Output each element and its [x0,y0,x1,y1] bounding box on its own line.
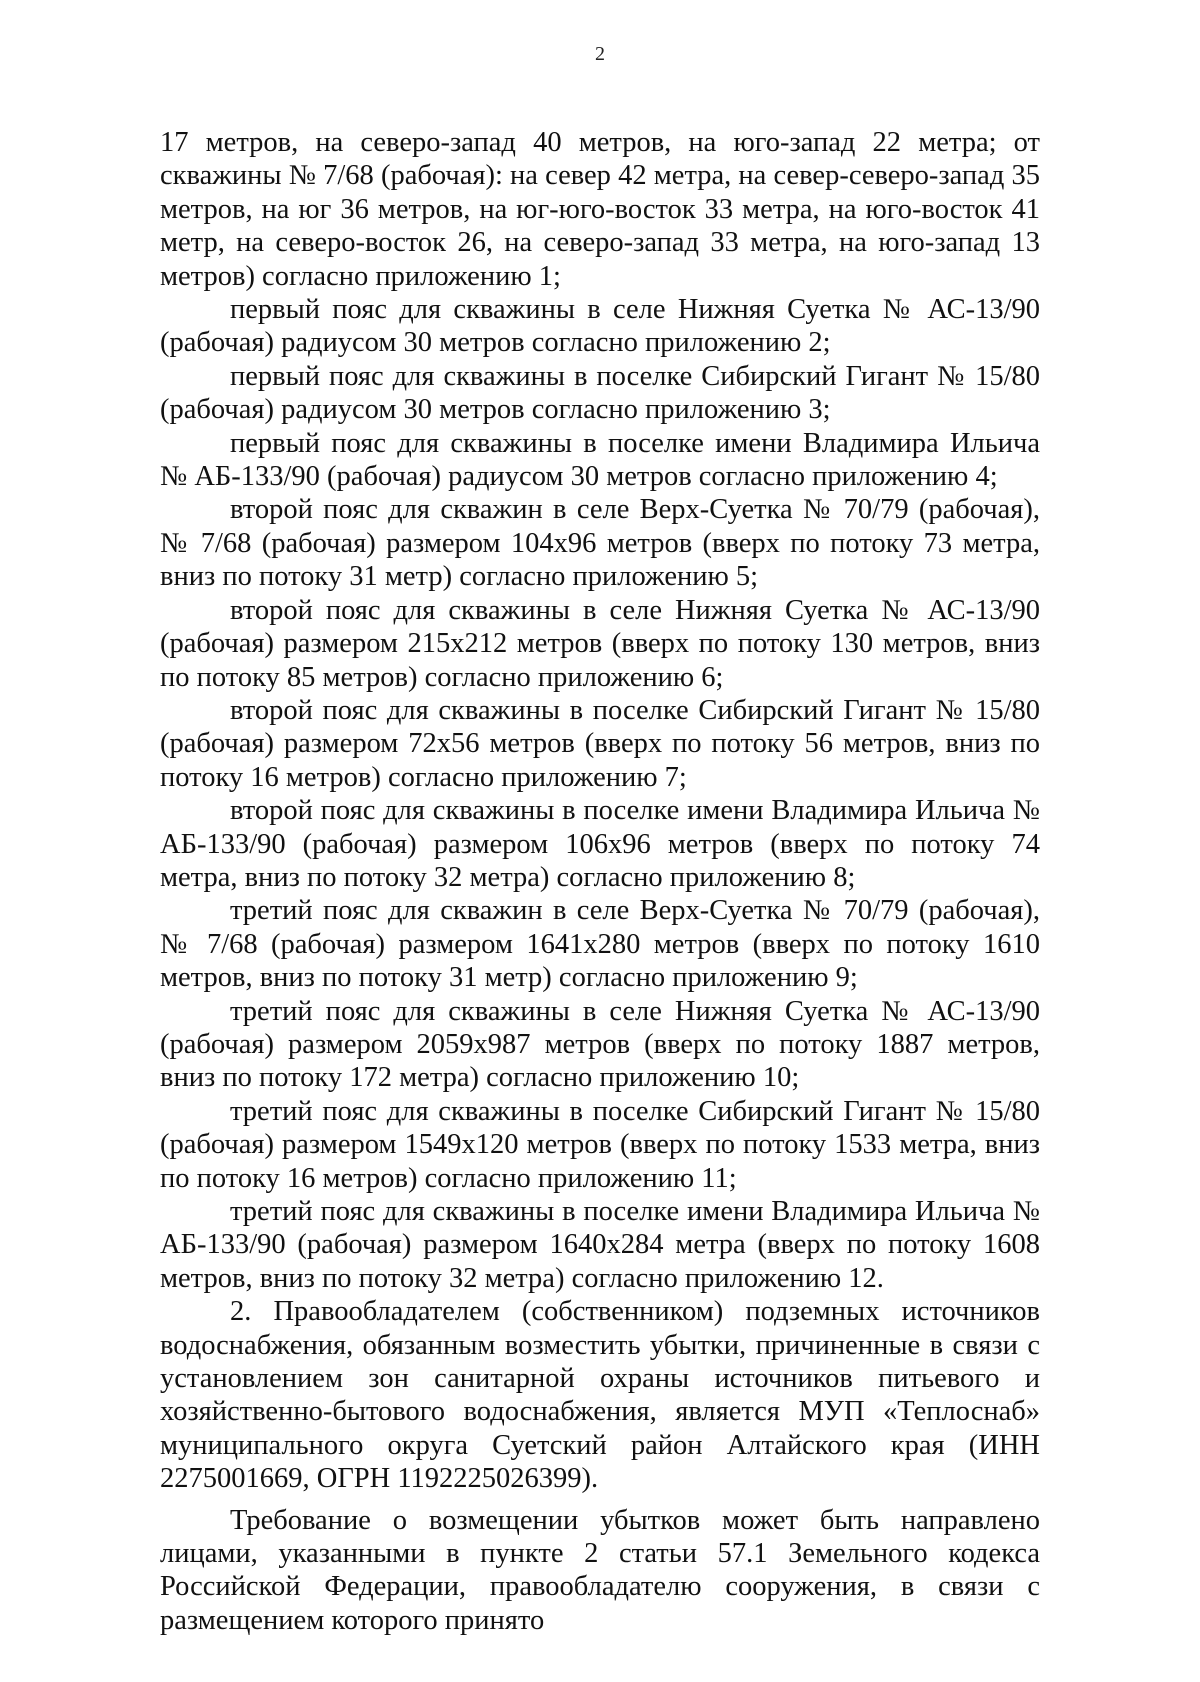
paragraph-zone1-sibirsky-gigant: первый пояс для скважины в поселке Сибирский Гигант № 15/80 (рабочая) радиусом 30 метров согласно приложению 3; [160,360,1040,426]
paragraph-zone1-nizhnyaya-suetka: первый пояс для скважины в селе Нижняя Суетка № АС-13/90 (рабочая) радиусом 30 метров согласно приложению 2; [160,294,1040,359]
paragraph-zone3-nizhnyaya-suetka: третий пояс для скважины в селе Нижняя Суетка № АС-13/90 (рабочая) размером 2059х987 метров (вверх по потоку 1887 метров, вниз по потоку 172 метра) согласно приложению 10; [160,995,1040,1094]
paragraph-zone2-verkh-suetka: второй пояс для скважин в селе Верх-Суетка № 70/79 (рабочая), № 7/68 (рабочая) размером 104х96 метров (вверх по потоку 73 метра, вниз по потоку 31 метр) согласно приложению 5; [160,494,1040,593]
paragraph-zone3-vladimira-ilicha: третий пояс для скважины в поселке имени Владимира Ильича № АБ-133/90 (рабочая) размером 1640х284 метра (вверх по потоку 1608 метров, вниз по потоку 32 метра) согласно приложению 12. [160,1196,1040,1294]
paragraph-continuation: 17 метров, на северо-запад 40 метров, на юго-запад 22 метра; от скважины № 7/68 (рабочая): на север 42 метра, на север-северо-запад 35 метров, на юг 36 метров, на юг-юго-восток 33 метра, на юго-восток 41 метр, на северо-восток 26, на северо-запад 33 метра, на юго-запад 13 метров) согласно приложению 1; [160,127,1040,292]
paragraph-zone3-verkh-suetka: третий пояс для скважин в селе Верх-Суетка № 70/79 (рабочая), № 7/68 (рабочая) размером 1641х280 метров (вверх по потоку 1610 метров, вниз по потоку 31 метр) согласно приложению 9; [160,895,1040,994]
paragraph-zone3-sibirsky-gigant: третий пояс для скважины в поселке Сибирский Гигант № 15/80 (рабочая) размером 1549х120 метров (вверх по потоку 1533 метра, вниз по потоку 16 метров) согласно приложению 11; [160,1095,1040,1194]
page-number: 2 [595,43,605,65]
paragraph-zone2-vladimira-ilicha: второй пояс для скважины в поселке имени Владимира Ильича № АБ-133/90 (рабочая) размером 106х96 метров (вверх по потоку 74 метра, вниз по потоку 32 метра) согласно приложению 8; [160,795,1040,893]
paragraph-zone2-sibirsky-gigant: второй пояс для скважины в поселке Сибирский Гигант № 15/80 (рабочая) размером 72х56 метров (вверх по потоку 56 метров, вниз по потоку 16 метров) согласно приложению 7; [160,694,1040,793]
paragraph-zone1-vladimira-ilicha: первый пояс для скважины в поселке имени Владимира Ильича № АБ-133/90 (рабочая) радиусом 30 метров согласно приложению 4; [160,427,1040,493]
document-body [160,126,1040,1637]
paragraph-zone2-nizhnyaya-suetka: второй пояс для скважины в селе Нижняя Суетка № АС-13/90 (рабочая) размером 215х212 метров (вверх по потоку 130 метров, вниз по потоку 85 метров) согласно приложению 6; [160,594,1040,693]
paragraph-compensation-claim: Требование о возмещении убытков может быть направлено лицами, указанными в пункте 2 статьи 57.1 Земельного кодекса Российской Федерации, правообладателю сооружения, в связи с размещением которого принято [160,1504,1040,1636]
paragraph-section-2-owner: 2. Правообладателем (собственником) подземных источников водоснабжения, обязанным возместить убытки, причиненные в связи с установлением зон санитарной охраны источников питьевого и хозяйственно-бытового водоснабжения, является МУП «Теплоснаб» муниципального округа Суетский район Алтайского края (ИНН 2275001669, ОГРН 1192225026399). [160,1296,1040,1495]
